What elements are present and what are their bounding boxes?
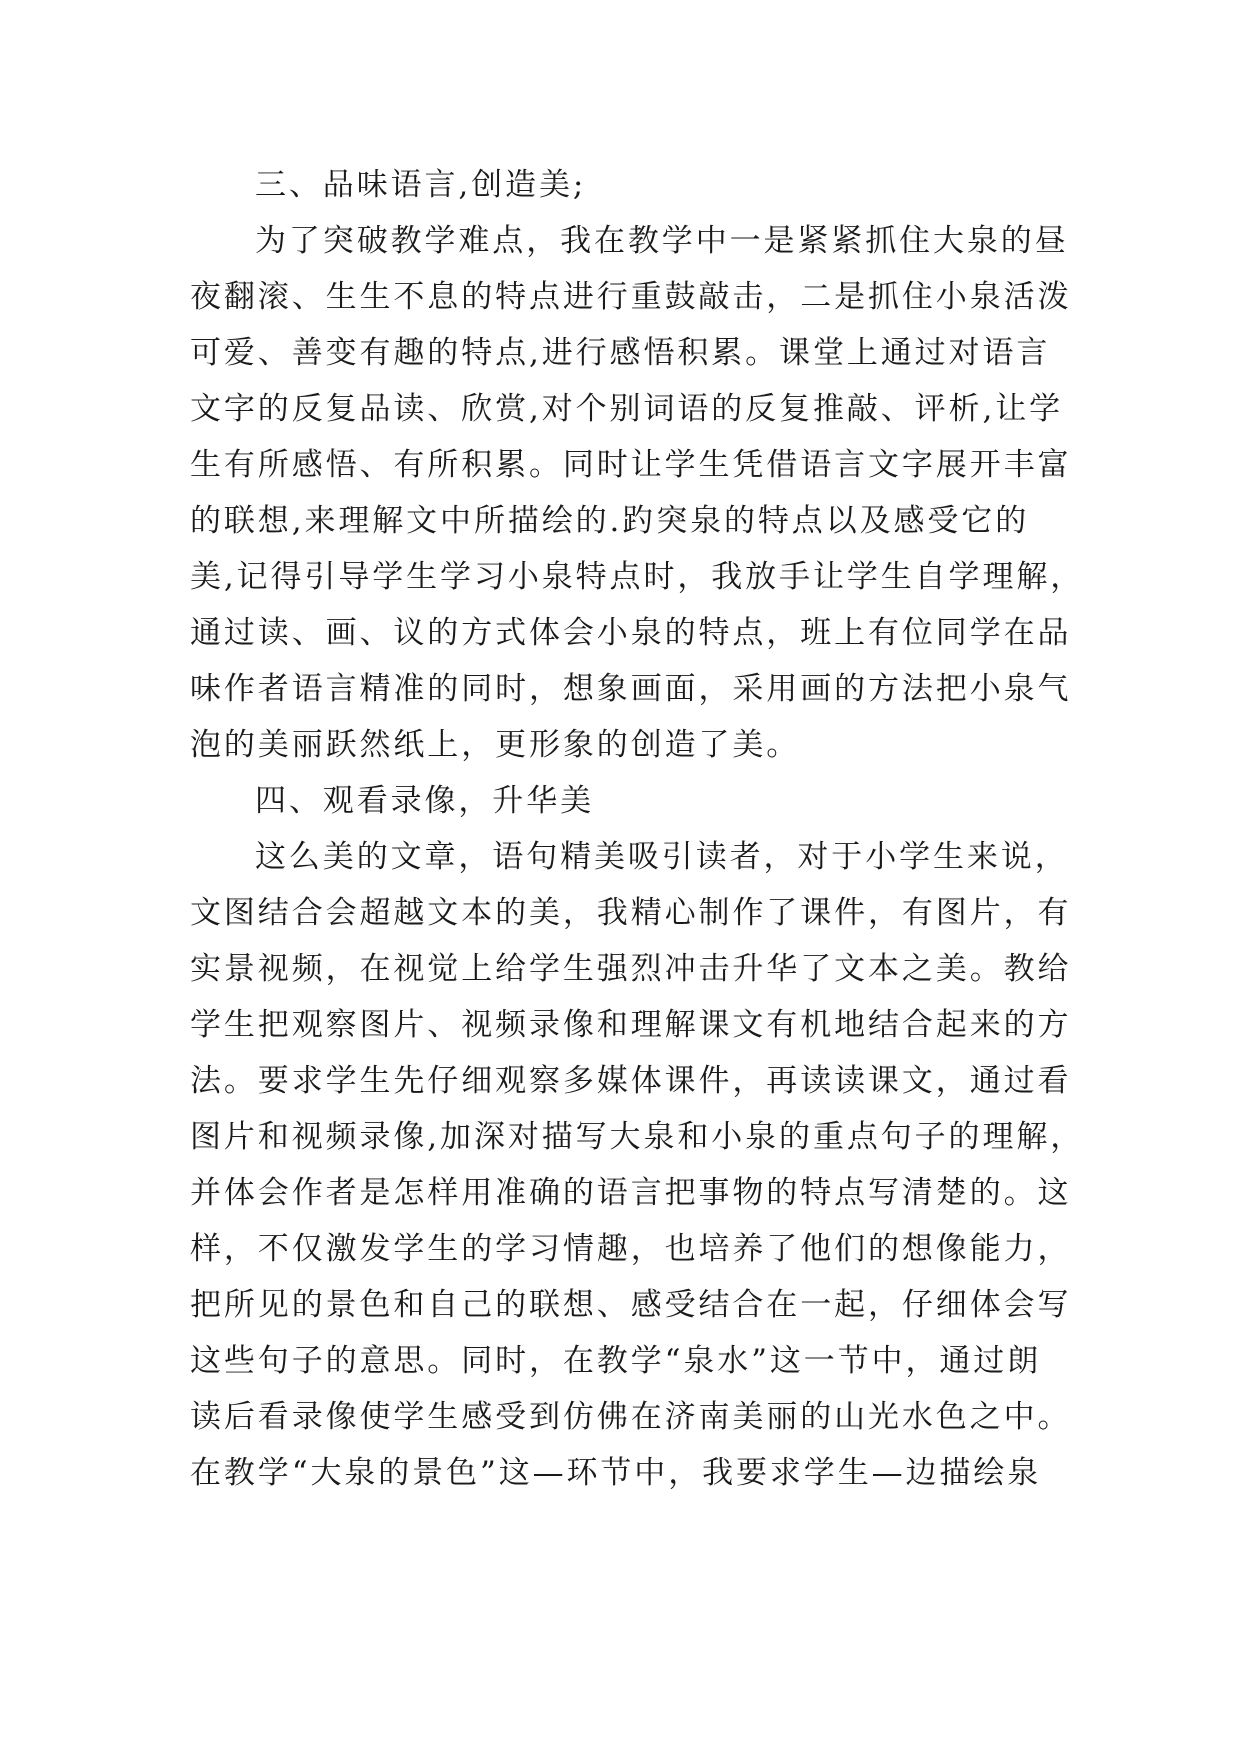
paragraph-line: 文字的反复品读、欣赏,对个别词语的反复推敲、评析,让学: [190, 391, 1064, 427]
paragraph-line: 泡的美丽跃然纸上，更形象的创造了美。: [190, 727, 801, 763]
paragraph-line: 法。要求学生先仔细观察多媒体课件，再读读课文，通过看: [190, 1063, 1072, 1099]
paragraph-line: 通过读、画、议的方式体会小泉的特点，班上有位同学在品: [190, 615, 1072, 651]
paragraph-line: 夜翻滚、生生不息的特点进行重鼓敲击，二是抓住小泉活泼: [190, 279, 1072, 315]
paragraph-line: 美,记得引导学生学习小泉特点时，我放手让学生自学理解，: [190, 559, 1085, 595]
paragraph-line: 这些句子的意思。同时，在教学“泉水”这一节中，通过朗: [190, 1343, 1042, 1379]
paragraph-line: 味作者语言精准的同时，想象画面，采用画的方法把小泉气: [190, 671, 1072, 707]
paragraph-line: 生有所感悟、有所积累。同时让学生凭借语言文字展开丰富: [190, 447, 1072, 483]
paragraph-line: 把所见的景色和自己的联想、感受结合在一起，仔细体会写: [190, 1287, 1072, 1323]
paragraph-line: 学生把观察图片、视频录像和理解课文有机地结合起来的方: [190, 1007, 1072, 1043]
paragraph-line: 样，不仅激发学生的学习情趣，也培养了他们的想像能力，: [190, 1231, 1072, 1267]
paragraph-line: 在教学“大泉的景色”这—环节中，我要求学生—边描绘泉: [190, 1455, 1042, 1491]
paragraph-line: 并体会作者是怎样用准确的语言把事物的特点写清楚的。这: [190, 1175, 1072, 1211]
paragraph-line: 读后看录像使学生感受到仿佛在济南美丽的山光水色之中。: [190, 1399, 1072, 1435]
paragraph-line: 可爱、善变有趣的特点,进行感悟积累。课堂上通过对语言: [190, 335, 1051, 371]
paragraph-line: 实景视频，在视觉上给学生强烈冲击升华了文本之美。教给: [190, 951, 1072, 987]
paragraph-line: 文图结合会超越文本的美，我精心制作了课件，有图片，有: [190, 895, 1072, 931]
paragraph-line: 图片和视频录像,加深对描写大泉和小泉的重点句子的理解，: [190, 1119, 1085, 1155]
section-heading: 三、品味语言,创造美;: [255, 167, 587, 203]
paragraph-line: 的联想,来理解文中所描绘的.趵突泉的特点以及感受它的: [190, 503, 1030, 539]
paragraph-line: 这么美的文章，语句精美吸引读者，对于小学生来说，: [255, 839, 1069, 875]
paragraph-line: 为了突破教学难点，我在教学中一是紧紧抓住大泉的昼: [255, 223, 1069, 259]
section-heading: 四、观看录像，升华美: [255, 783, 594, 819]
